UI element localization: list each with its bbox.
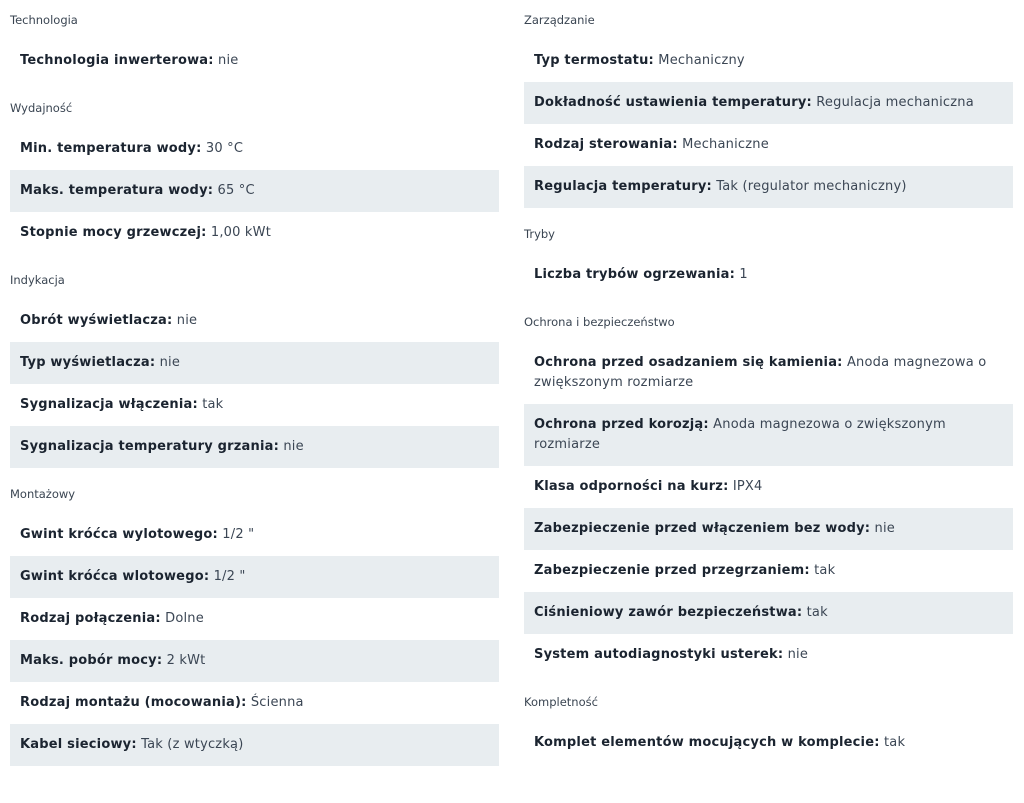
spec-rows (10, 40, 499, 82)
spec-row (524, 550, 1013, 592)
spec-label: Komplet elementów mocujących w komplecie: (534, 735, 880, 750)
spec-section-technologia (10, 10, 499, 82)
spec-section-tryby (524, 224, 1013, 296)
spec-value: tak (814, 563, 836, 578)
spec-row (10, 724, 499, 766)
spec-value: 30 °C (205, 141, 244, 156)
spec-label: Gwint króćca wylotowego: (20, 527, 218, 542)
spec-row (10, 426, 499, 468)
spec-label: Gwint króćca wlotowego: (20, 569, 210, 584)
spec-label: Obrót wyświetlacza: (20, 313, 173, 328)
spec-value: Mechaniczny (658, 53, 745, 68)
spec-label: Zabezpieczenie przed włączeniem bez wody: (534, 521, 871, 536)
section-title: Tryby (524, 227, 555, 241)
spec-value: 1/2 " (222, 527, 255, 542)
spec-row (10, 514, 499, 556)
spec-value: 1,00 kWt (210, 225, 272, 240)
spec-row (524, 508, 1013, 550)
spec-section-zarzadzanie (524, 10, 1013, 208)
spec-label: Rodzaj montażu (mocowania): (20, 695, 247, 710)
spec-column-right (524, 0, 1013, 780)
spec-value: Tak (regulator mechaniczny) (716, 179, 907, 194)
spec-row (524, 82, 1013, 124)
spec-label: Ciśnieniowy zawór bezpieczeństwa: (534, 605, 803, 620)
spec-row (10, 212, 499, 254)
spec-value: IPX4 (732, 479, 763, 494)
spec-row (524, 166, 1013, 208)
spec-label: Rodzaj sterowania: (534, 137, 678, 152)
section-title: Wydajność (10, 101, 73, 115)
section-title: Indykacja (10, 273, 65, 287)
spec-value: 1/2 " (213, 569, 246, 584)
spec-label: Sygnalizacja temperatury grzania: (20, 439, 279, 454)
spec-label: Ochrona przed korozją: (534, 417, 709, 432)
spec-value: Dolne (165, 611, 204, 626)
spec-value: Tak (z wtyczką) (141, 737, 244, 752)
spec-row (10, 300, 499, 342)
spec-value: nie (159, 355, 181, 370)
section-title: Technologia (10, 13, 78, 27)
spec-label: System autodiagnostyki usterek: (534, 647, 784, 662)
spec-section-indykacja (10, 270, 499, 468)
spec-rows (524, 342, 1013, 676)
spec-row (524, 722, 1013, 764)
spec-row (10, 40, 499, 82)
spec-value: tak (806, 605, 828, 620)
spec-label: Maks. pobór mocy: (20, 653, 163, 668)
spec-row (10, 682, 499, 724)
spec-label: Typ termostatu: (534, 53, 654, 68)
spec-row (10, 556, 499, 598)
spec-row (10, 342, 499, 384)
spec-row (10, 640, 499, 682)
spec-row (10, 170, 499, 212)
section-title: Zarządzanie (524, 13, 595, 27)
spec-value: nie (176, 313, 198, 328)
spec-label: Regulacja temperatury: (534, 179, 712, 194)
spec-rows (524, 40, 1013, 208)
spec-label: Zabezpieczenie przed przegrzaniem: (534, 563, 810, 578)
spec-row (10, 598, 499, 640)
spec-row (524, 404, 1013, 466)
spec-row (524, 342, 1013, 404)
spec-rows (524, 722, 1013, 764)
spec-row (524, 592, 1013, 634)
spec-value: nie (283, 439, 304, 454)
spec-value: Anoda magnezowa o zwiększonym rozmiarze (534, 417, 946, 452)
spec-label: Rodzaj połączenia: (20, 611, 161, 626)
spec-value: tak (202, 397, 224, 412)
spec-label: Min. temperatura wody: (20, 141, 202, 156)
spec-label: Klasa odporności na kurz: (534, 479, 729, 494)
spec-section-montazowy (10, 484, 499, 766)
spec-label: Maks. temperatura wody: (20, 183, 214, 198)
spec-value: tak (883, 735, 906, 750)
section-title: Kompletność (524, 695, 598, 709)
spec-rows (524, 254, 1013, 296)
spec-row (524, 254, 1013, 296)
spec-row (10, 128, 499, 170)
section-title: Ochrona i bezpieczeństwo (524, 315, 675, 329)
spec-value: Ścienna (250, 695, 304, 710)
spec-value: Anoda magnezowa o zwiększonym rozmiarze (534, 355, 987, 390)
spec-rows (10, 128, 499, 254)
spec-section-wydajnosc (10, 98, 499, 254)
spec-row (524, 634, 1013, 676)
spec-label: Ochrona przed osadzaniem się kamienia: (534, 355, 843, 370)
section-title: Montażowy (10, 487, 76, 501)
spec-label: Liczba trybów ogrzewania: (534, 267, 735, 282)
spec-value: 65 °C (217, 183, 255, 198)
spec-value: nie (787, 647, 809, 662)
spec-value: 1 (739, 267, 748, 282)
spec-row (524, 124, 1013, 166)
spec-value: 2 kWt (166, 653, 206, 668)
spec-label: Typ wyświetlacza: (20, 355, 156, 370)
spec-rows (10, 514, 499, 766)
spec-section-kompletnosc (524, 692, 1013, 764)
spec-rows (10, 300, 499, 468)
spec-row (524, 466, 1013, 508)
spec-section-ochrona-i-bezpieczenstwo (524, 312, 1013, 676)
spec-value: nie (874, 521, 895, 536)
spec-column-left (10, 0, 499, 782)
spec-label: Stopnie mocy grzewczej: (20, 225, 207, 240)
spec-row (10, 384, 499, 426)
spec-value: Mechaniczne (682, 137, 769, 152)
spec-label: Sygnalizacja włączenia: (20, 397, 198, 412)
spec-row (524, 40, 1013, 82)
spec-value: Regulacja mechaniczna (816, 95, 974, 110)
spec-label: Technologia inwerterowa: (20, 53, 214, 68)
spec-value: nie (218, 53, 239, 68)
spec-label: Dokładność ustawienia temperatury: (534, 95, 812, 110)
spec-label: Kabel sieciowy: (20, 737, 137, 752)
